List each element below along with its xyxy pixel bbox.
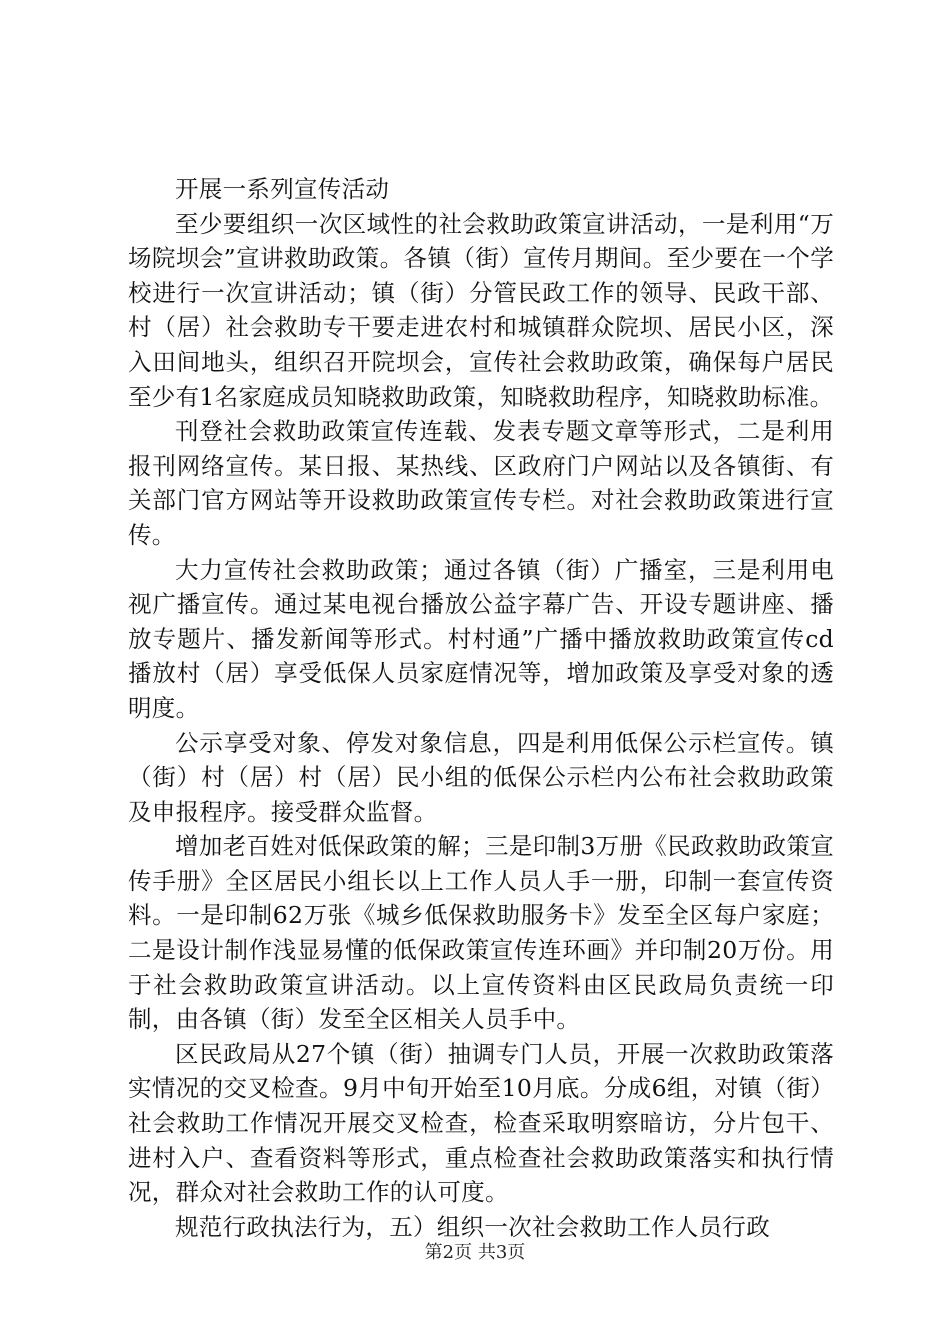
paragraph: 区民政局从27个镇（街）抽调专门人员，开展一次救助政策落实情况的交叉检查。9月中旬开始至10月底。分成6组，对镇（街）社会救助工作情况开展交叉检查，检查采取明察暗访，分片包干、进村入户、查看资料等形式，重点检查社会救助政策落实和执行情况，群众对社会救助工作的认可度。 [128,1039,834,1207]
paragraph: 公示享受对象、停发对象信息，四是利用低保公示栏宣传。镇（街）村（居）村（居）民小组的低保公示栏内公布社会救助政策及申报程序。接受群众监督。 [128,728,834,826]
paragraph: 大力宣传社会救助政策；通过各镇（街）广播室，三是利用电视广播宣传。通过某电视台播放公益字幕广告、开设专题讲座、播放专题片、播发新闻等形式。村村通”广播中播放救助政策宣传cd播放村（居）享受低保人员家庭情况等，增加政策及享受对象的透明度。 [128,555,834,722]
paragraph-heading: 开展一系列宣传活动 [175,175,390,203]
paragraph: 增加老百姓对低保政策的解；三是印制3万册《民政救助政策宣传手册》全区居民小组长以上工作人员人手一册，印制一套宣传资料。一是印制62万张《城乡低保救助服务卡》发至全区每户家庭；二是设计制作浅显易懂的低保政策宣传连环画》并印制20万份。用于社会救助政策宣讲活动。以上宣传资料由区民政局负责统一印制，由各镇（街）发至全区相关人员手中。 [128,832,834,1034]
document-body [128,172,834,1244]
paragraph: 规范行政执法行为，五）组织一次社会救助工作人员行政 [175,1212,770,1241]
paragraph: 刊登社会救助政策宣传连载、发表专题文章等形式，二是利用报刊网络宣传。某日报、某热线、区政府门户网站以及各镇街、有关部门官方网站等开设救助政策宣传专栏。对社会救助政策进行宣传。 [128,417,834,549]
page-number-footer: 第2页 共3页 [424,1242,526,1263]
paragraph: 至少要组织一次区域性的社会救助政策宣讲活动，一是利用“万场院坝会”宣讲救助政策。各镇（街）宣传月期间。至少要在一个学校进行一次宣讲活动；镇（街）分管民政工作的领导、民政干部、村（居）社会救助专干要走进农村和城镇群众院坝、居民小区，深入田间地头，组织召开院坝会，宣传社会救助政策，确保每户居民至少有1名家庭成员知晓救助政策，知晓救助程序，知晓救助标准。 [128,209,834,411]
